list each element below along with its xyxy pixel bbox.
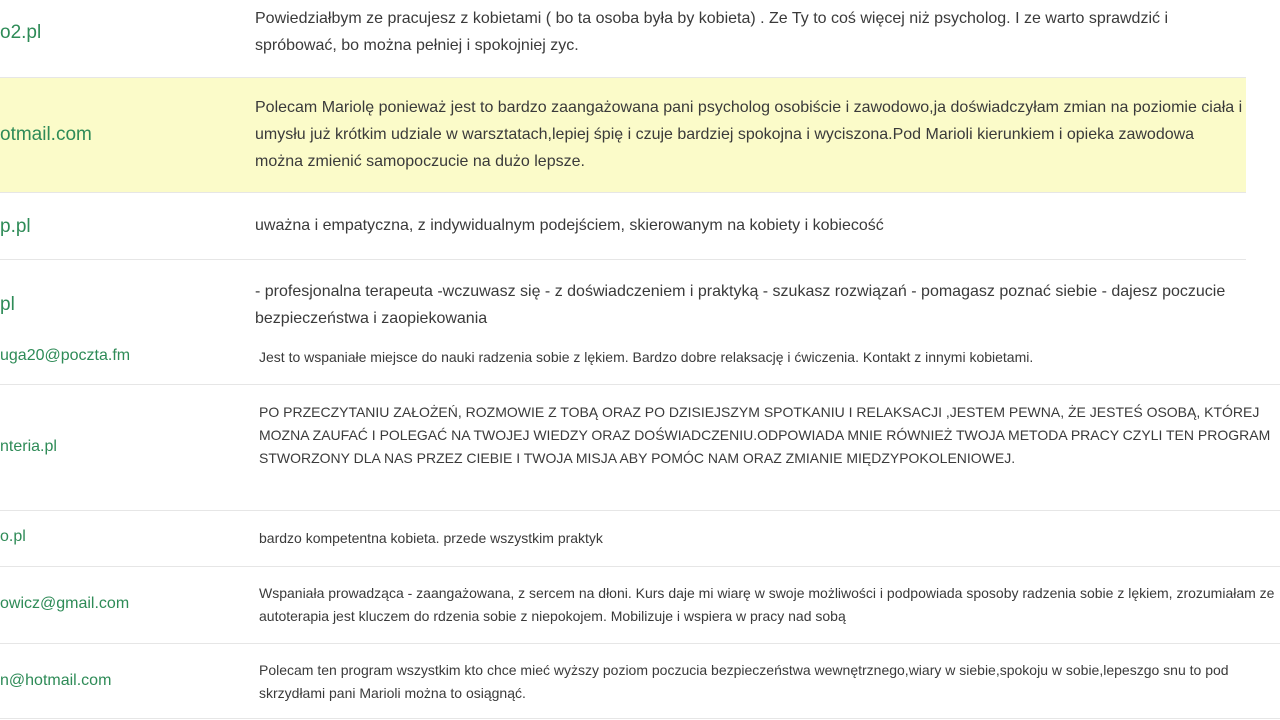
testimonial-email: nteria.pl bbox=[0, 438, 57, 455]
testimonial-comment: Jest to wspaniałe miejsce do nauki radzenia sobie z lękiem. Bardzo dobre relaksację i ćwiczenia. Kontakt z innymi kobietami. bbox=[259, 349, 1034, 365]
testimonial-comment: bardzo kompetentna kobieta. przede wszystkim praktyk bbox=[259, 530, 603, 546]
testimonial-email: n@hotmail.com bbox=[0, 672, 112, 689]
testimonial-email: o.pl bbox=[0, 528, 26, 545]
row-divider bbox=[0, 384, 1280, 385]
testimonial-comment: Polecam Mariolę ponieważ jest to bardzo zaangażowana pani psycholog osobiście i zawodowo,ja doświadczyłam zmian na poziomie ciała i umysłu już krótkim udziale w warsztatach,lepiej śpię i czuje bardziej spokojna i wyciszona.Pod Marioli kierunkiem i opieka zawodowa można zmienić samopoczucie na dużo lepsze. bbox=[255, 99, 1243, 170]
testimonial-email: uga20@poczta.fm bbox=[0, 347, 131, 364]
testimonial-comment: Powiedziałbym ze pracujesz z kobietami ( bo ta osoba była by kobieta) . Ze Ty to coś więcej niż psycholog. I ze warto sprawdzić i spróbować, bo można pełniej i spokojniej zyc. bbox=[255, 10, 1169, 54]
testimonial-comment: Polecam ten program wszystkim kto chce mieć wyższy poziom poczucia bezpieczeństwa wewnętrznego,wiary w siebie,spokoju w sobie,lepeszgo snu to pod skrzydłami pani Marioli można to osiągnąć. bbox=[259, 662, 1229, 701]
row-divider bbox=[0, 643, 1280, 644]
testimonial-email: o2.pl bbox=[0, 22, 42, 43]
testimonial-email: owicz@gmail.com bbox=[0, 595, 130, 612]
testimonial-comment: uważna i empatyczna, z indywidualnym podejściem, skierowanym na kobiety i kobiecość bbox=[255, 217, 884, 234]
row-divider bbox=[0, 192, 1246, 193]
row-divider bbox=[0, 566, 1280, 567]
row-divider bbox=[0, 259, 1246, 260]
row-divider bbox=[0, 718, 1280, 719]
row-divider bbox=[0, 510, 1280, 511]
testimonial-comment: - profesjonalna terapeuta -wczuwasz się - z doświadczeniem i praktyką - szukasz rozwiązań - pomagasz poznać siebie - dajesz poczucie bezpieczeństwa i zaopiekowania bbox=[255, 283, 1226, 327]
testimonial-email: p.pl bbox=[0, 216, 31, 237]
row-divider bbox=[0, 77, 1246, 78]
testimonial-email: pl bbox=[0, 294, 15, 315]
testimonial-comment: PO PRZECZYTANIU ZAŁOŻEŃ, ROZMOWIE Z TOBĄ ORAZ PO DZISIEJSZYM SPOTKANIU I RELAKSACJI ,JESTEM PEWNA, ŻE JESTEŚ OSOBĄ, KTÓREJ MOZNA ZAUFAĆ I POLEGAĆ NA TWOJEJ WIEDZY ORAZ DOŚWIADCZENIU.ODPOWIADA MNIE RÓWNIEŻ TWOJA METODA PRACY CZYLI TEN PROGRAM STWORZONY DLA NAS PRZEZ CIEBIE I TWOJA MISJA ABY POMÓC NAM ORAZ ZMIANIE MIĘDZYPOKOLENIOWEJ. bbox=[259, 404, 1271, 466]
testimonial-comment: Wspaniała prowadząca - zaangażowana, z sercem na dłoni. Kurs daje mi wiarę w swoje możliwości i podpowiada sposoby radzenia sobie z lękiem, zrozumiałam ze autoterapia jest kluczem do rdzenia sobie z niepokojem. Mobilizuje i wspiera w pracy nad sobą bbox=[259, 585, 1275, 624]
testimonial-email: otmail.com bbox=[0, 124, 92, 145]
